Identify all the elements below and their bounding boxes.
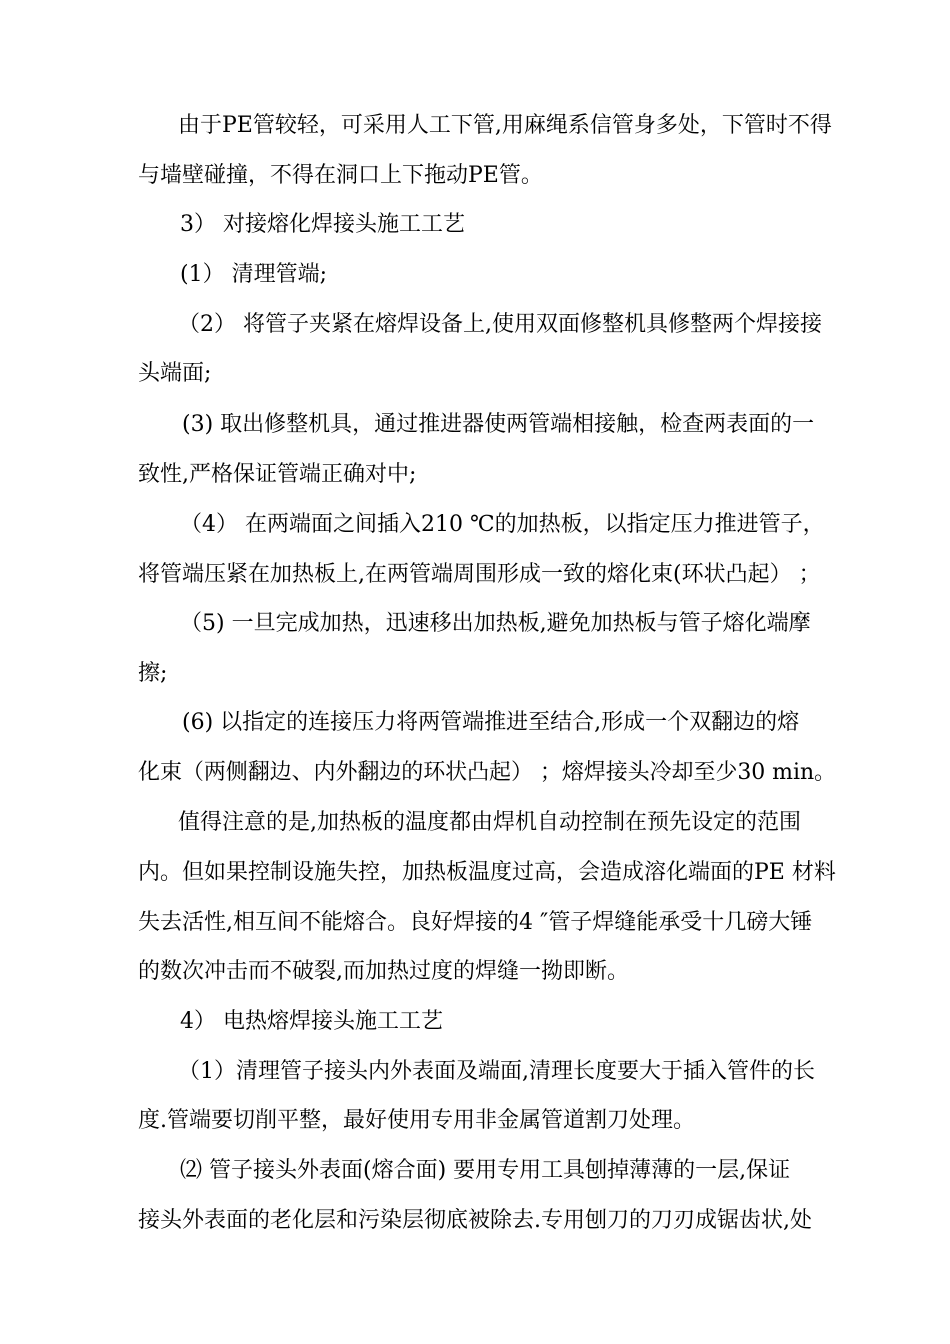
text-line: 致性,严格保证管端正确对中;	[138, 462, 417, 487]
section-heading: 4） 电热熔焊接头施工工艺	[180, 1009, 443, 1034]
text-line: 接头外表面的老化层和污染层彻底被除去.专用刨刀的刀刃成锯齿状,处	[138, 1208, 812, 1233]
text-line: 由于PE管较轻，可采用人工下管,用麻绳系信管身多处，下管时不得	[178, 113, 832, 138]
text-line: ⑵ 管子接头外表面(熔合面) 要用专用工具刨掉薄薄的一层,保证	[180, 1158, 791, 1183]
text-line: 内。但如果控制设施失控，加热板温度过高，会造成溶化端面的PE 材料	[138, 860, 836, 885]
text-line: (1） 清理管端;	[180, 262, 327, 287]
text-line: 将管端压紧在加热板上,在两管端周围形成一致的熔化束(环状凸起） ；	[138, 562, 821, 587]
text-line: 头端面;	[138, 361, 212, 386]
text-line: 的数次冲击而不破裂,而加热过度的焊缝一拗即断。	[138, 959, 629, 984]
text-line: 度.管端要切削平整，最好使用专用非金属管道割刀处理。	[138, 1108, 695, 1133]
text-line: 失去活性,相互间不能熔合。良好焊接的4 ″管子焊缝能承受十几磅大锤	[138, 910, 813, 935]
text-line: （5) 一旦完成加热，迅速移出加热板,避免加热板与管子熔化端摩	[180, 611, 811, 636]
text-line: 值得注意的是,加热板的温度都由焊机自动控制在预先设定的范围	[178, 810, 801, 835]
text-line: 化束（两侧翻边、内外翻边的环状凸起） ；熔焊接头冷却至少30 min。	[138, 760, 836, 785]
text-line: 擦;	[138, 661, 168, 686]
text-line: （1）清理管子接头内外表面及端面,清理长度要大于插入管件的长	[178, 1059, 815, 1084]
text-line: （2） 将管子夹紧在熔焊设备上,使用双面修整机具修整两个焊接接	[178, 312, 822, 337]
text-line: (3) 取出修整机具，通过推进器使两管端相接触，检查两表面的一	[182, 412, 815, 437]
text-line: 与墙壁碰撞，不得在洞口上下拖动PE管。	[138, 163, 543, 188]
text-line: （4） 在两端面之间插入210 ℃的加热板，以指定压力推进管子，	[180, 512, 825, 537]
text-line: (6) 以指定的连接压力将两管端推进至结合,形成一个双翻边的熔	[182, 710, 800, 735]
section-heading: 3） 对接熔化焊接头施工工艺	[180, 212, 465, 237]
